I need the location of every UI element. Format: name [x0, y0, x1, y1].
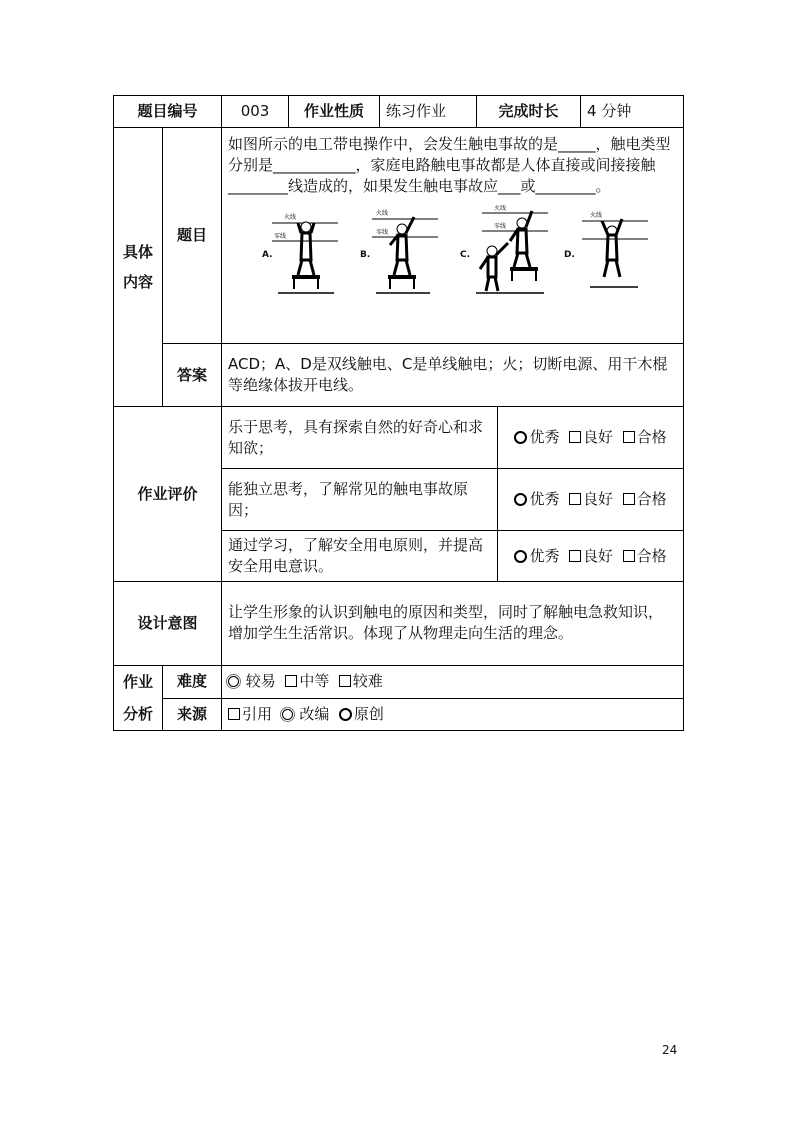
question-text: 如图所示的电工带电操作中，会发生触电事故的是_____，触电类型分别是___________，家庭电路触电事故都是人体直接或间接接触________线造成的，如果发生触电事故应___或________。 — [228, 135, 671, 195]
id-value: 003 — [222, 96, 289, 128]
checkbox-icon[interactable] — [623, 431, 635, 443]
figure-d-label: D. — [564, 250, 575, 260]
id-label: 题目编号 — [114, 96, 222, 128]
svg-text:火线: 火线 — [376, 210, 389, 217]
svg-text:零线: 零线 — [376, 229, 389, 236]
radio-selected-icon[interactable] — [514, 431, 527, 444]
evaluation-label: 作业评价 — [114, 407, 222, 582]
time-label: 完成时长 — [477, 96, 581, 128]
answer-text: ACD；A、D是双线触电、C是单线触电；火；切断电源、用干木棍等绝缘体拔开电线。 — [222, 344, 684, 407]
evaluation-rating-3: 优秀 良好 合格 — [498, 531, 684, 582]
figure-a-label: A. — [262, 250, 273, 260]
evaluation-rating-2: 优秀 良好 合格 — [498, 469, 684, 531]
checkbox-icon[interactable] — [569, 550, 581, 562]
type-label: 作业性质 — [289, 96, 380, 128]
evaluation-item-2: 能独立思考，了解常见的触电事故原因； — [222, 469, 498, 531]
design-label: 设计意图 — [114, 582, 222, 666]
type-value: 练习作业 — [380, 96, 477, 128]
analysis-label-line1: 作业 — [122, 673, 153, 691]
content-label-line2: 内容 — [122, 273, 153, 291]
radio-selected-icon[interactable] — [514, 493, 527, 506]
figure-b-label: B. — [360, 250, 371, 260]
answer-label: 答案 — [163, 344, 222, 407]
analysis-label — [114, 666, 163, 731]
evaluation-item-1: 乐于思考，具有探索自然的好奇心和求知欲； — [222, 407, 498, 469]
radio-selected-icon[interactable] — [514, 550, 527, 563]
page-number: 24 — [662, 1043, 678, 1057]
radio-selected-icon[interactable] — [339, 708, 352, 721]
figure-c-image — [458, 205, 548, 300]
radio-unselected-icon[interactable] — [282, 709, 293, 720]
electrician-figures — [228, 205, 677, 300]
checkbox-icon[interactable] — [569, 431, 581, 443]
checkbox-icon[interactable] — [228, 708, 240, 720]
figure-a-image — [258, 205, 338, 300]
analysis-label-line2: 分析 — [122, 705, 153, 723]
homework-table — [113, 95, 684, 731]
difficulty-label: 难度 — [163, 666, 222, 699]
evaluation-item-3: 通过学习，了解安全用电原则，并提高安全用电意识。 — [222, 531, 498, 582]
content-label-line1: 具体 — [122, 243, 153, 261]
design-text: 让学生形象的认识到触电的原因和类型，同时了解触电急救知识，增加学生生活常识。体现了从物理走向生活的理念。 — [222, 582, 684, 666]
svg-text:火线: 火线 — [284, 214, 297, 221]
figure-d-image — [564, 205, 648, 300]
source-options: 引用 改编 原创 — [222, 698, 684, 731]
content-section-label — [114, 128, 163, 407]
svg-text:火线: 火线 — [494, 205, 507, 212]
evaluation-rating-1: 优秀 良好 合格 — [498, 407, 684, 469]
checkbox-icon[interactable] — [623, 550, 635, 562]
question-cell — [222, 128, 684, 344]
figure-b-image — [358, 205, 438, 300]
figure-c-label: C. — [460, 250, 471, 260]
source-label: 来源 — [163, 698, 222, 731]
question-label: 题目 — [163, 128, 222, 344]
svg-text:零线: 零线 — [274, 233, 287, 240]
svg-text:火线: 火线 — [590, 212, 603, 219]
checkbox-icon[interactable] — [623, 493, 635, 505]
time-value: 4 分钟 — [581, 96, 684, 128]
svg-text:零线: 零线 — [494, 223, 507, 230]
radio-unselected-icon[interactable] — [228, 676, 239, 687]
checkbox-icon[interactable] — [339, 675, 351, 687]
checkbox-icon[interactable] — [569, 493, 581, 505]
checkbox-icon[interactable] — [285, 675, 297, 687]
difficulty-options: 较易 中等 较难 — [222, 666, 684, 699]
